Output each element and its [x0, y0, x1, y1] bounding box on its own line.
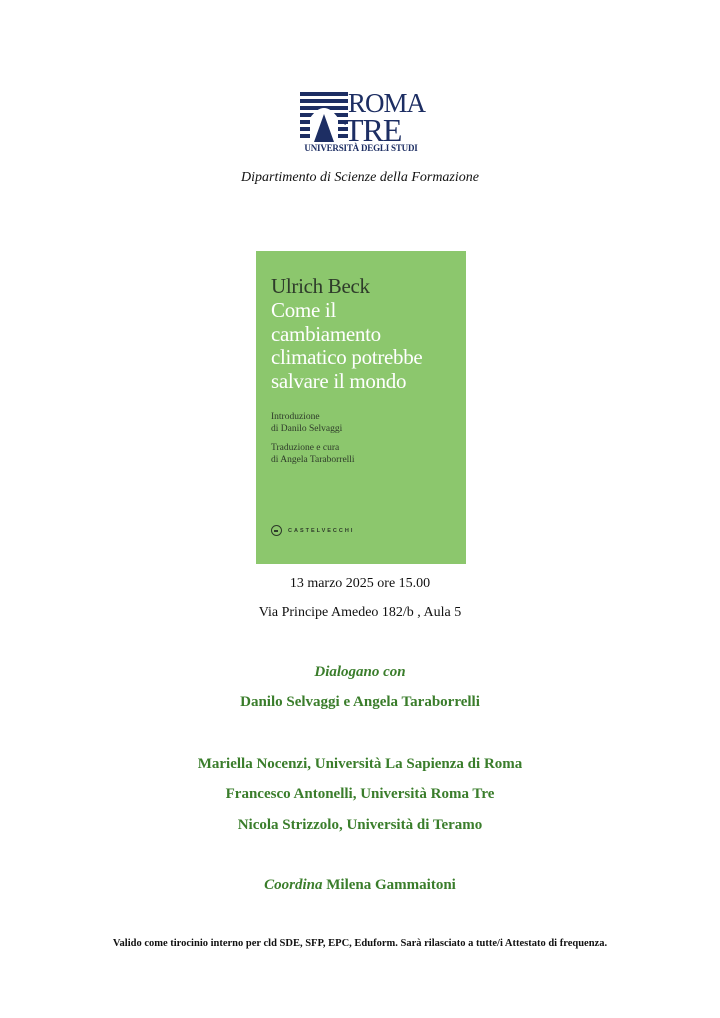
book-title-line: Come il	[271, 298, 336, 322]
book-intro-line: di Danilo Selvaggi	[271, 424, 343, 434]
panelist-1: Mariella Nocenzi, Università La Sapienza di Roma	[197, 756, 523, 772]
dialogue-names: Danilo Selvaggi e Angela Taraborrelli	[240, 694, 480, 710]
coordination-role: Coordina	[264, 877, 323, 893]
event-date: 13 marzo 2025 ore 15.00	[289, 576, 431, 591]
panelist-3: Nicola Strizzolo, Università di Teramo	[237, 817, 483, 833]
book-translation	[271, 442, 355, 466]
book-title	[271, 299, 461, 393]
book-cover	[256, 251, 466, 564]
department-name: Dipartimento di Scienze della Formazione	[241, 170, 479, 185]
book-title-line: climatico potrebbe	[271, 345, 423, 369]
panelist-2: Francesco Antonelli, Università Roma Tre	[225, 786, 495, 802]
book-publisher	[271, 525, 354, 536]
logo-word-tre: TRE	[344, 112, 402, 148]
publisher-name: CASTELVECCHI	[288, 527, 355, 534]
book-introduction	[271, 411, 342, 435]
roma-tre-emblem-icon	[300, 92, 348, 144]
book-translation-line: di Angela Taraborrelli	[271, 455, 355, 465]
footer-note: Valido come tirocinio interno per cld SDE, SFP, EPC, Eduform. Sarà rilasciato a tutte/i Attestato di frequenza.	[112, 938, 608, 949]
book-author: Ulrich Beck	[271, 274, 370, 298]
logo-word-roma: ROMA	[348, 88, 426, 118]
book-translation-line: Traduzione e cura	[271, 443, 340, 453]
book-title-line: cambiamento	[271, 321, 381, 346]
event-place: Via Principe Amedeo 182/b , Aula 5	[258, 605, 462, 620]
dialogue-heading: Dialogano con	[314, 664, 406, 680]
coordination-name: Milena Gammaitoni	[326, 877, 456, 893]
publisher-logo-icon	[271, 525, 282, 536]
logo-subtitle: UNIVERSITÀ DEGLI STUDI	[304, 143, 418, 153]
coordination	[0, 877, 720, 894]
university-logo	[300, 88, 426, 154]
book-title-line: salvare il mondo	[271, 368, 407, 393]
book-intro-line: Introduzione	[271, 412, 320, 422]
